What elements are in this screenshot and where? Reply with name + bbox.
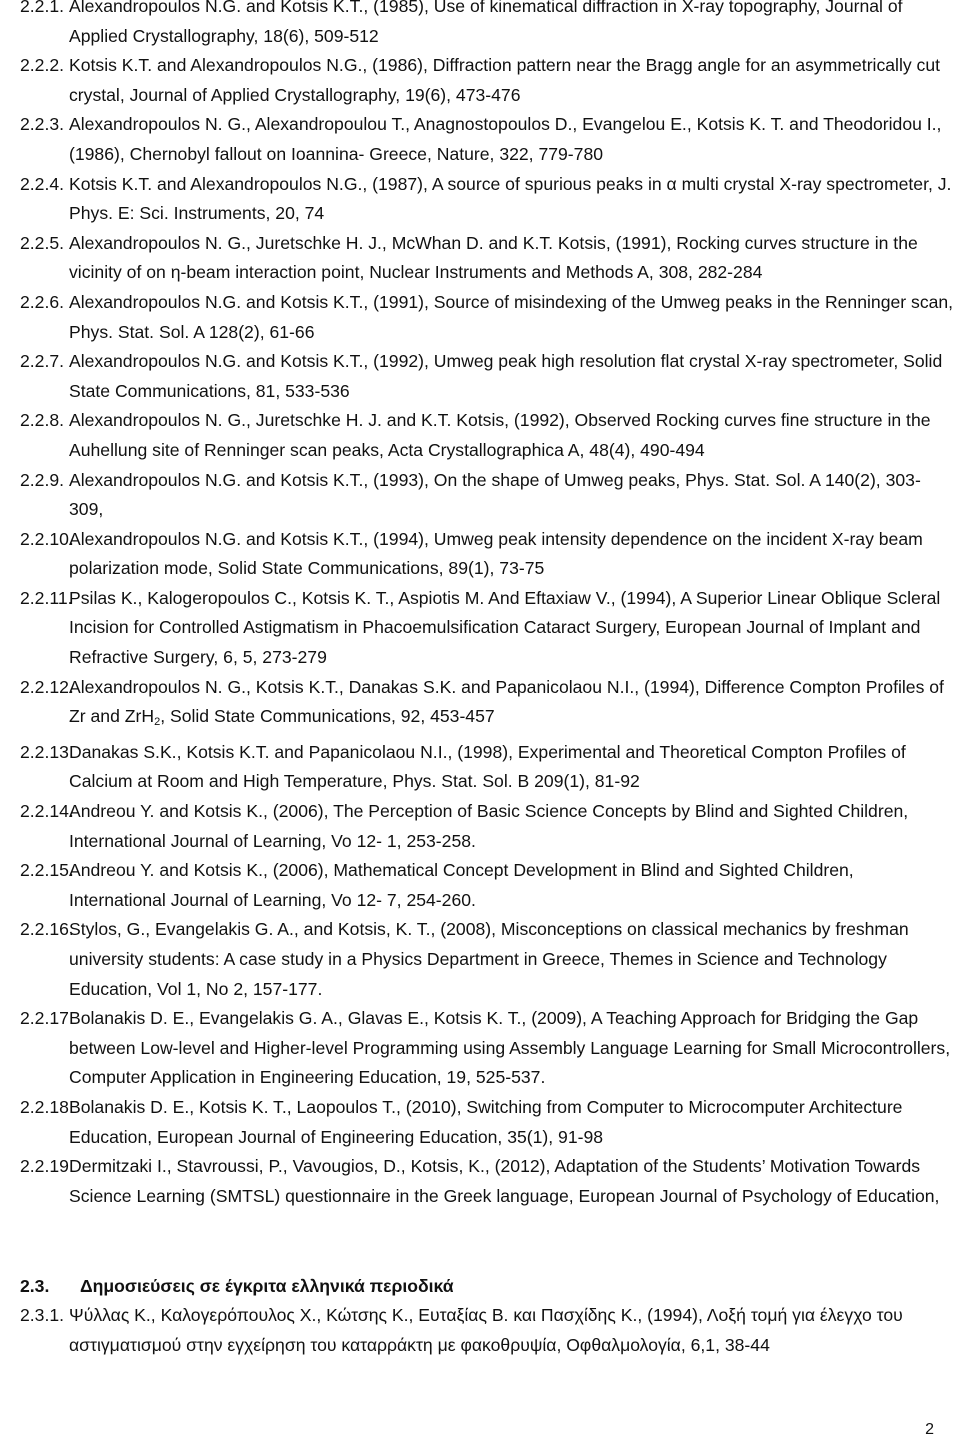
reference-text bbox=[69, 673, 955, 738]
reference-number: 2.2.1. bbox=[20, 0, 65, 16]
reference-text: Andreou Y. and Kotsis K., (2006), The Perception of Basic Science Concepts by Blind and Sighted Children, International Journal of Learning, Vo 12- 1, 253-258. bbox=[69, 801, 909, 851]
reference-number: 2.2.14. bbox=[20, 801, 74, 822]
reference-text-part: , Solid State Communications, 92, 453-457 bbox=[160, 706, 495, 727]
reference-item bbox=[20, 406, 955, 465]
reference-text: Alexandropoulos N.G. and Kotsis K.T., (1993), On the shape of Umweg peaks, Phys. Stat. Sol. A 140(2), 303-309, bbox=[69, 469, 921, 520]
page-number: 2 bbox=[925, 1421, 934, 1438]
reference-number: 2.2.4. bbox=[20, 173, 65, 194]
reference-number: 2.2.2. bbox=[20, 55, 65, 76]
reference-item bbox=[20, 584, 955, 673]
reference-item bbox=[20, 170, 955, 229]
reference-number: 2.3.1. bbox=[20, 1305, 65, 1325]
reference-text: Alexandropoulos N. G., Juretschke H. J., McWhan D. and K.T. Kotsis, (1991), Rocking curves structure in the vicinity of on η-beam interaction point, Nuclear Instruments and Methods A, 308, 282-284 bbox=[69, 232, 918, 283]
reference-number: 2.2.13. bbox=[20, 741, 74, 762]
reference-item bbox=[20, 110, 955, 169]
subscript: 2 bbox=[154, 716, 161, 729]
reference-text: Bolanakis D. E., Evangelakis G. A., Glavas E., Kotsis K. T., (2009), A Teaching Approach for Bridging the Gap between Low-level and Higher-level Programming using Assembly Language Learning for Small Microcontrollers, Computer Application in Engineering Education, 19, 525-537. bbox=[69, 1008, 951, 1088]
reference-text: Alexandropoulos N.G. and Kotsis K.T., (1994), Umweg peak intensity dependence on the incident X-ray beam polarization mode, Solid State Communications, 89(1), 73-75 bbox=[69, 528, 923, 579]
section-title: Δημοσιεύσεις σε έγκριτα ελληνικά περιοδικά bbox=[80, 1276, 454, 1296]
reference-number: 2.2.16. bbox=[20, 919, 74, 940]
reference-text: Alexandropoulos N. G., Alexandropoulou T., Anagnostopoulos D., Evangelou E., Kotsis K. T. and Theodoridou I., (1986), Chernobyl fallout on Ioannina- Greece, Nature, 322, 779-780 bbox=[69, 114, 942, 164]
reference-item bbox=[20, 738, 955, 797]
reference-number: 2.2.19. bbox=[20, 1156, 74, 1177]
reference-text: Alexandropoulos N.G. and Kotsis K.T., (1992), Umweg peak high resolution flat crystal X-ray spectrometer, Solid State Communications, 81, 533-536 bbox=[69, 351, 943, 401]
reference-number: 2.2.3. bbox=[20, 114, 65, 135]
reference-number: 2.2.15. bbox=[20, 860, 74, 881]
reference-text: Bolanakis D. E., Kotsis K. T., Laopoulos T., (2010), Switching from Computer to Microcomputer Architecture Education, European Journal of Engineering Education, 35(1), 91-98 bbox=[69, 1096, 903, 1147]
reference-item bbox=[20, 0, 955, 51]
reference-text: Danakas S.K., Kotsis K.T. and Papanicolaou N.I., (1998), Experimental and Theoretical Compton Profiles of Calcium at Room and High Temperature, Phys. Stat. Sol. B 209(1), 81-92 bbox=[69, 741, 906, 792]
section-heading bbox=[20, 1272, 955, 1301]
reference-text: Alexandropoulos N.G. and Kotsis K.T., (1985), Use of kinematical diffraction in X-ray topography, Journal of Applied Crystallography, 18(6), 509-512 bbox=[69, 0, 903, 46]
reference-number: 2.2.10. bbox=[20, 528, 74, 549]
reference-item bbox=[20, 1152, 955, 1211]
reference-text: Alexandropoulos N. G., Juretschke H. J. and K.T. Kotsis, (1992), Observed Rocking curves fine structure in the Auhellung site of Renninger scan peaks, Acta Crystallographica A, 48(4), 490-494 bbox=[69, 410, 931, 460]
reference-text: Alexandropoulos N.G. and Kotsis K.T., (1991), Source of misindexing of the Umweg peaks in the Renninger scan, Phys. Stat. Sol. A 128(2), 61-66 bbox=[69, 291, 954, 342]
reference-number: 2.2.12. bbox=[20, 676, 74, 697]
reference-text: Kotsis K.T. and Alexandropoulos N.G., (1986), Diffraction pattern near the Bragg angle for an asymmetrically cut crystal, Journal of Applied Crystallography, 19(6), 473-476 bbox=[69, 55, 941, 105]
reference-number: 2.2.18. bbox=[20, 1096, 74, 1117]
reference-item bbox=[20, 1004, 955, 1093]
reference-text: Kotsis K.T. and Alexandropoulos N.G., (1987), A source of spurious peaks in α multi crystal X-ray spectrometer, J. Phys. E: Sci. Instruments, 20, 74 bbox=[69, 173, 952, 224]
reference-item bbox=[20, 466, 955, 525]
reference-item bbox=[20, 288, 955, 347]
reference-text: Stylos, G., Evangelakis G. A., and Kotsis, K. T., (2008), Misconceptions on classical mechanics by freshman university students: A case study in a Physics Department in Greece, Themes in Science and Technology Education, Vol 1, No 2, 157-177. bbox=[69, 919, 909, 999]
greek-publications-section bbox=[20, 1272, 955, 1360]
reference-number: 2.2.11. bbox=[20, 587, 73, 608]
reference-item bbox=[20, 1093, 955, 1152]
reference-item bbox=[20, 797, 955, 856]
reference-text: Ψύλλας Κ., Καλογερόπουλος Χ., Κώτσης Κ., Ευταξίας Β. και Πασχίδης Κ., (1994), Λοξή τομή για έλεγχο του αστιγματισμού στην εγχείρηση του καταρράκτη με φακοθρυψία, Οφθαλμολογία, 6,1, 38-44 bbox=[69, 1305, 903, 1355]
reference-text: Andreou Y. and Kotsis K., (2006), Mathematical Concept Development in Blind and Sighted Children, International Journal of Learning, Vo 12- 7, 254-260. bbox=[69, 860, 854, 910]
reference-item bbox=[20, 1301, 955, 1360]
reference-number: 2.2.7. bbox=[20, 351, 65, 372]
reference-number: 2.2.17. bbox=[20, 1008, 74, 1029]
reference-item bbox=[20, 525, 955, 584]
reference-number: 2.2.8. bbox=[20, 410, 65, 431]
reference-text: Dermitzaki I., Stavroussi, P., Vavougios, D., Kotsis, K., (2012), Adaptation of the Students’ Motivation Towards Science Learning (SMTSL) questionnaire in the Greek language, European Journal of Psychology of Education, bbox=[69, 1156, 940, 1206]
reference-item bbox=[20, 229, 955, 288]
reference-text: Psilas K., Kalogeropoulos C., Kotsis K. T., Aspiotis M. And Eftaxiaw V., (1994), A Superior Linear Oblique Scleral Incision for Controlled Astigmatism in Phacoemulsification Cataract Surgery, European Journal of Implant and Refractive Surgery, 6, 5, 273-279 bbox=[69, 587, 941, 668]
reference-item bbox=[20, 856, 955, 915]
reference-number: 2.2.5. bbox=[20, 232, 65, 253]
reference-number: 2.2.9. bbox=[20, 469, 65, 490]
reference-item bbox=[20, 673, 955, 738]
section-number: 2.3. bbox=[20, 1276, 50, 1296]
reference-item bbox=[20, 347, 955, 406]
reference-number: 2.2.6. bbox=[20, 291, 65, 312]
reference-list bbox=[20, 0, 955, 1211]
reference-item bbox=[20, 51, 955, 110]
reference-text-part: Alexandropoulos N. G., Kotsis K.T., Danakas S.K. and Papanicolaou N.I., (1994), Difference Compton Profiles of Zr and ZrH bbox=[69, 676, 944, 727]
reference-item bbox=[20, 915, 955, 1004]
